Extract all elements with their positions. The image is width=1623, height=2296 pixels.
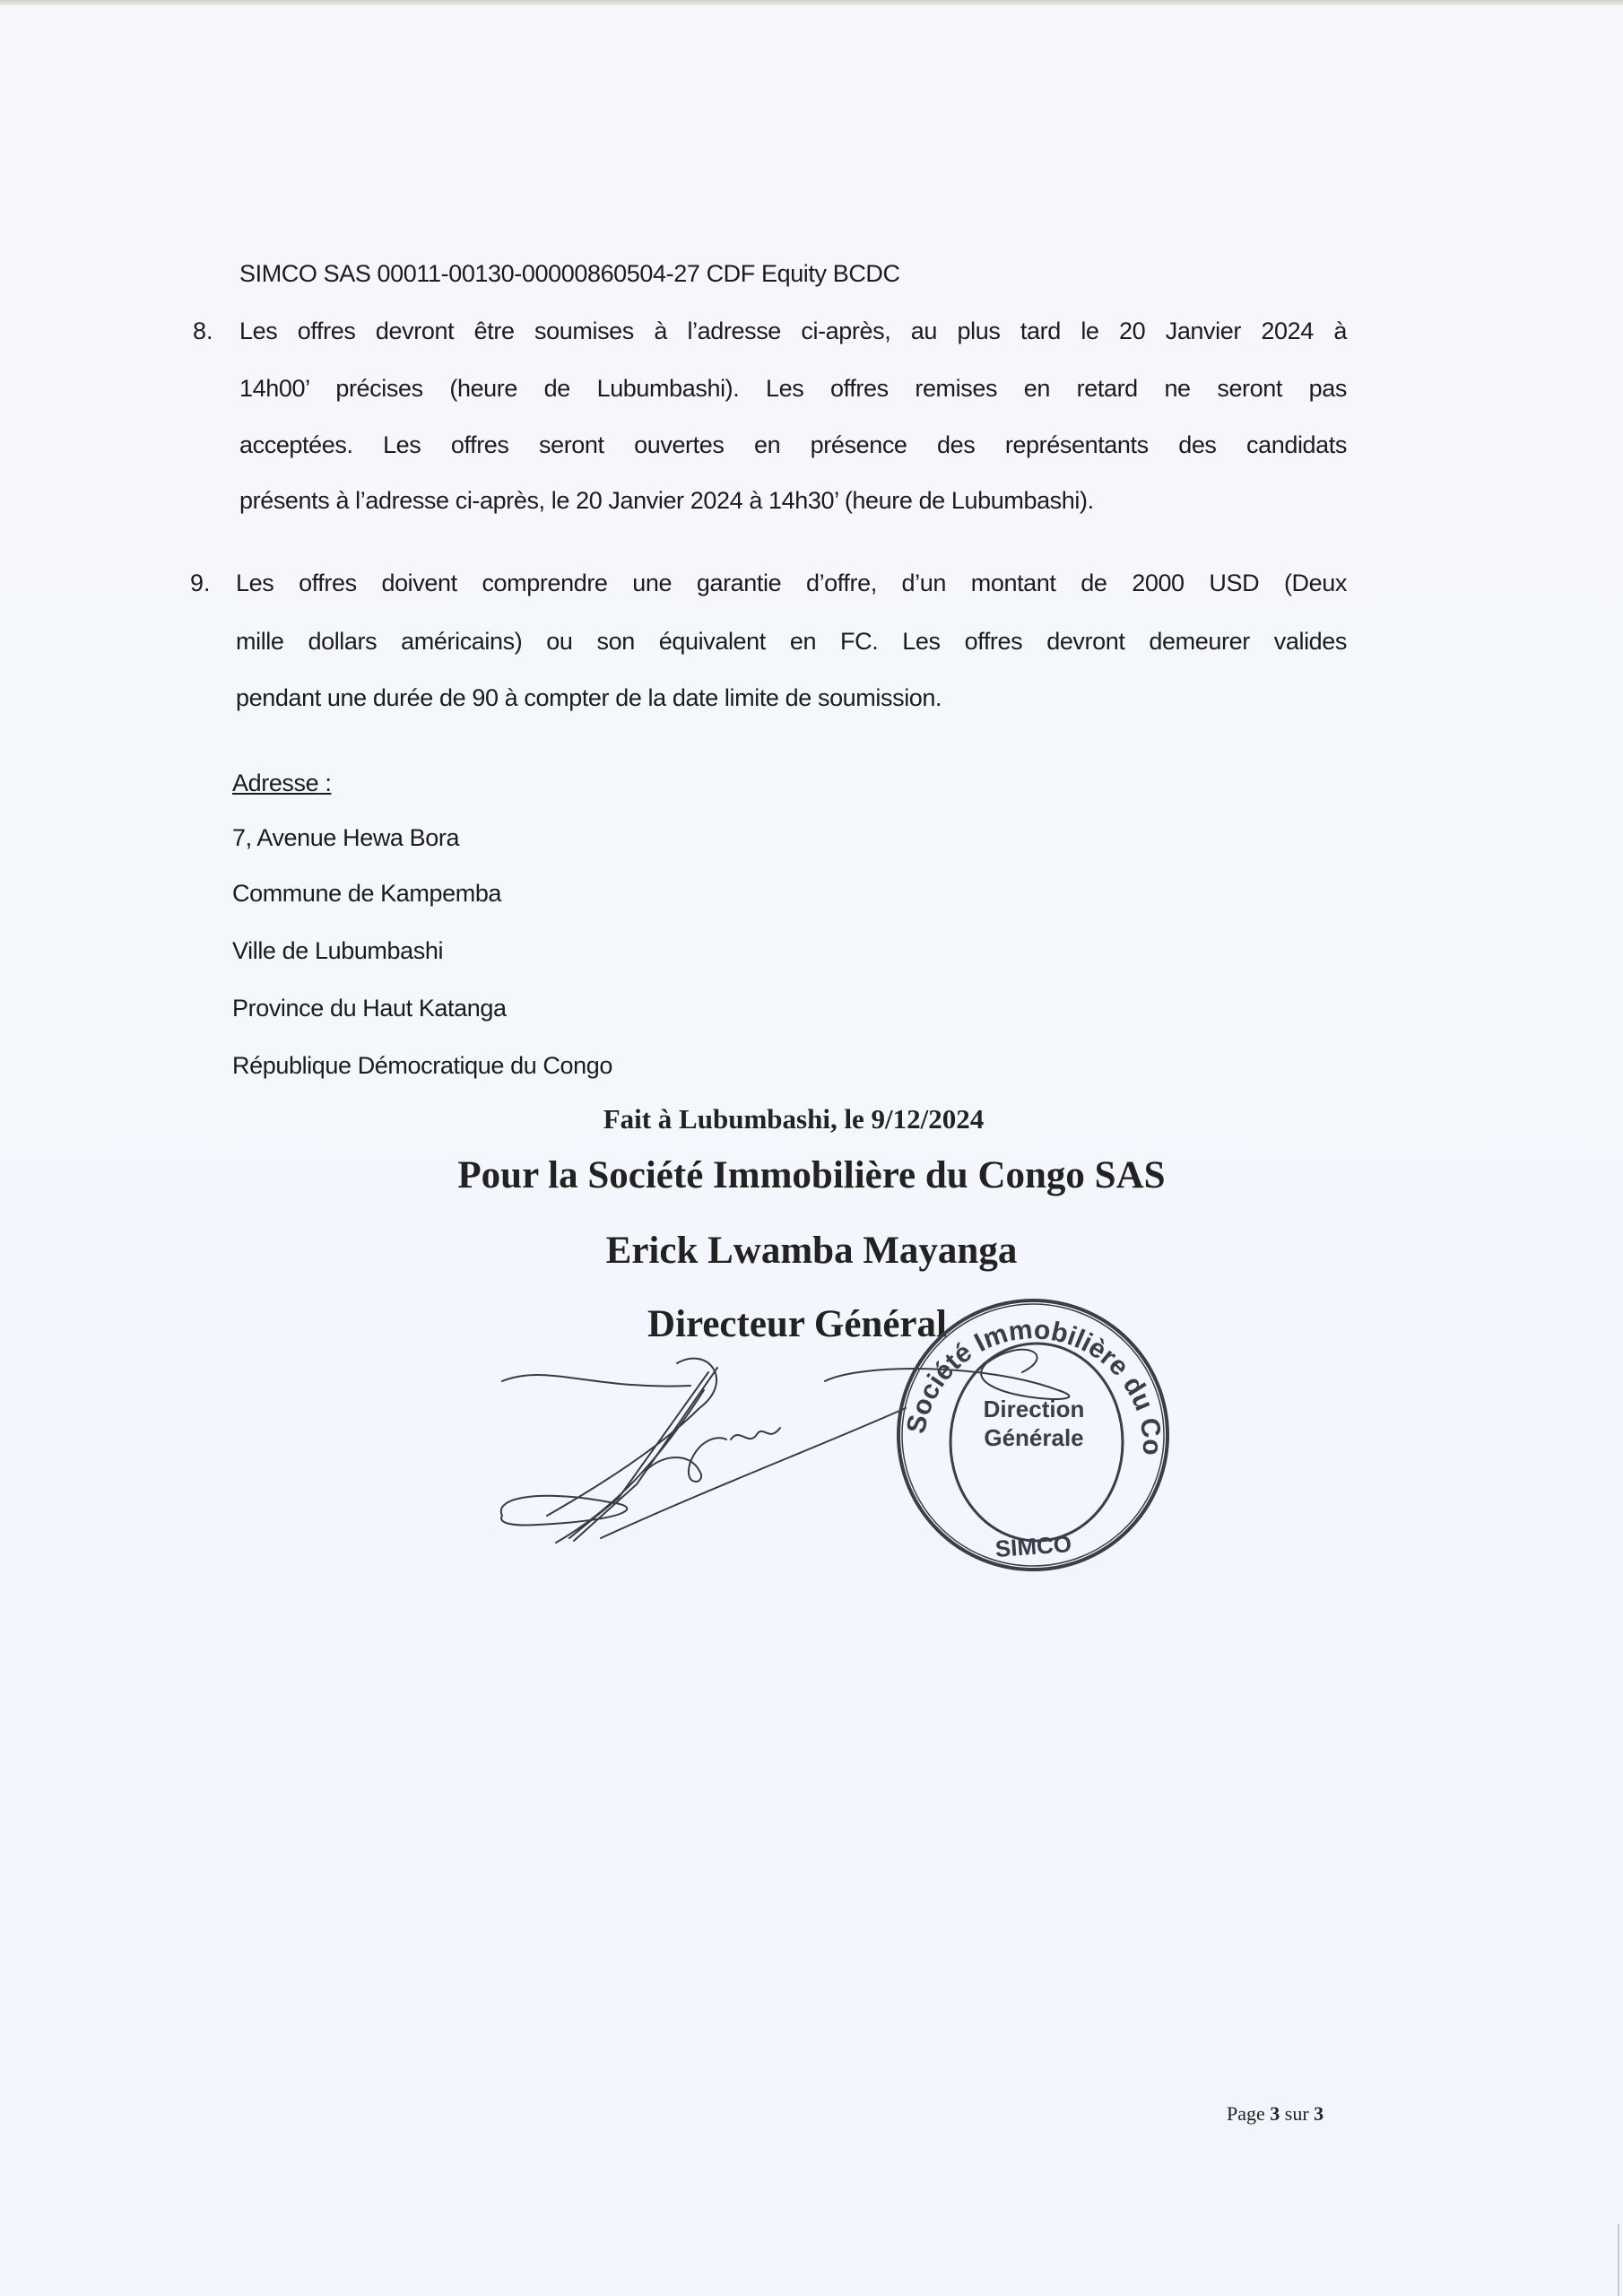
stamp-center-line2: Générale (984, 1424, 1084, 1451)
company-name: Pour la Société Immobilière du Congo SAS (457, 1154, 1166, 1196)
bank-account-line: SIMCO SAS 00011-00130-00000860504-27 CDF Equity BCDC (239, 260, 900, 287)
item-9-line: mille dollars américains) ou son équivalent en FC. Les offres devront demeurer valides (236, 628, 1347, 655)
item-9-line: pendant une durée de 90 à compter de la date limite de soumission. (236, 684, 942, 711)
address-heading (232, 767, 331, 799)
signatory-title: Directeur Général (647, 1303, 947, 1345)
place-and-date: Fait à Lubumbashi, le 9/12/2024 (603, 1103, 985, 1135)
address-label-colon: : (318, 770, 332, 796)
page-total: 3 (1314, 2102, 1324, 2125)
address-line: Ville de Lubumbashi (232, 937, 444, 964)
item-8-number: 8. (193, 317, 213, 344)
item-8-line: présents à l’adresse ci-après, le 20 Janvier 2024 à 14h30’ (heure de Lubumbashi). (239, 487, 1094, 514)
page-prefix: Page (1227, 2102, 1265, 2125)
address-line: Commune de Kampemba (232, 880, 502, 907)
address-line: Province du Haut Katanga (232, 995, 507, 1022)
stamp-ring-text: Société Immobilière du Congo (879, 1268, 1167, 1456)
stamp-bottom-text: SIMCO (994, 1530, 1072, 1562)
item-8-line: acceptées. Les offres seront ouvertes en présence des représentants des candidats (239, 431, 1347, 458)
item-8-line: 14h00’ précises (heure de Lubumbashi). Les offres remises en retard ne seront pas (239, 375, 1347, 402)
page-current: 3 (1270, 2102, 1280, 2125)
address-line: République Démocratique du Congo (232, 1052, 612, 1079)
scan-right-edge (1618, 2224, 1619, 2296)
item-8-line: Les offres devront être soumises à l’adresse ci-après, au plus tard le 20 Janvier 2024 à (239, 317, 1347, 344)
item-9-number: 9. (190, 570, 211, 596)
page-separator: sur (1284, 2102, 1309, 2125)
company-stamp (879, 1268, 1175, 1578)
signatory-name: Erick Lwamba Mayanga (605, 1230, 1018, 1272)
page-number (1227, 2102, 1324, 2126)
stamp-center-line1: Direction (983, 1396, 1085, 1422)
scan-top-edge (0, 0, 1623, 5)
item-9-line: Les offres doivent comprendre une garantie d’offre, d’un montant de 2000 USD (Deux (236, 570, 1347, 596)
address-line: 7, Avenue Hewa Bora (232, 824, 460, 851)
address-label: Adresse (232, 770, 319, 796)
